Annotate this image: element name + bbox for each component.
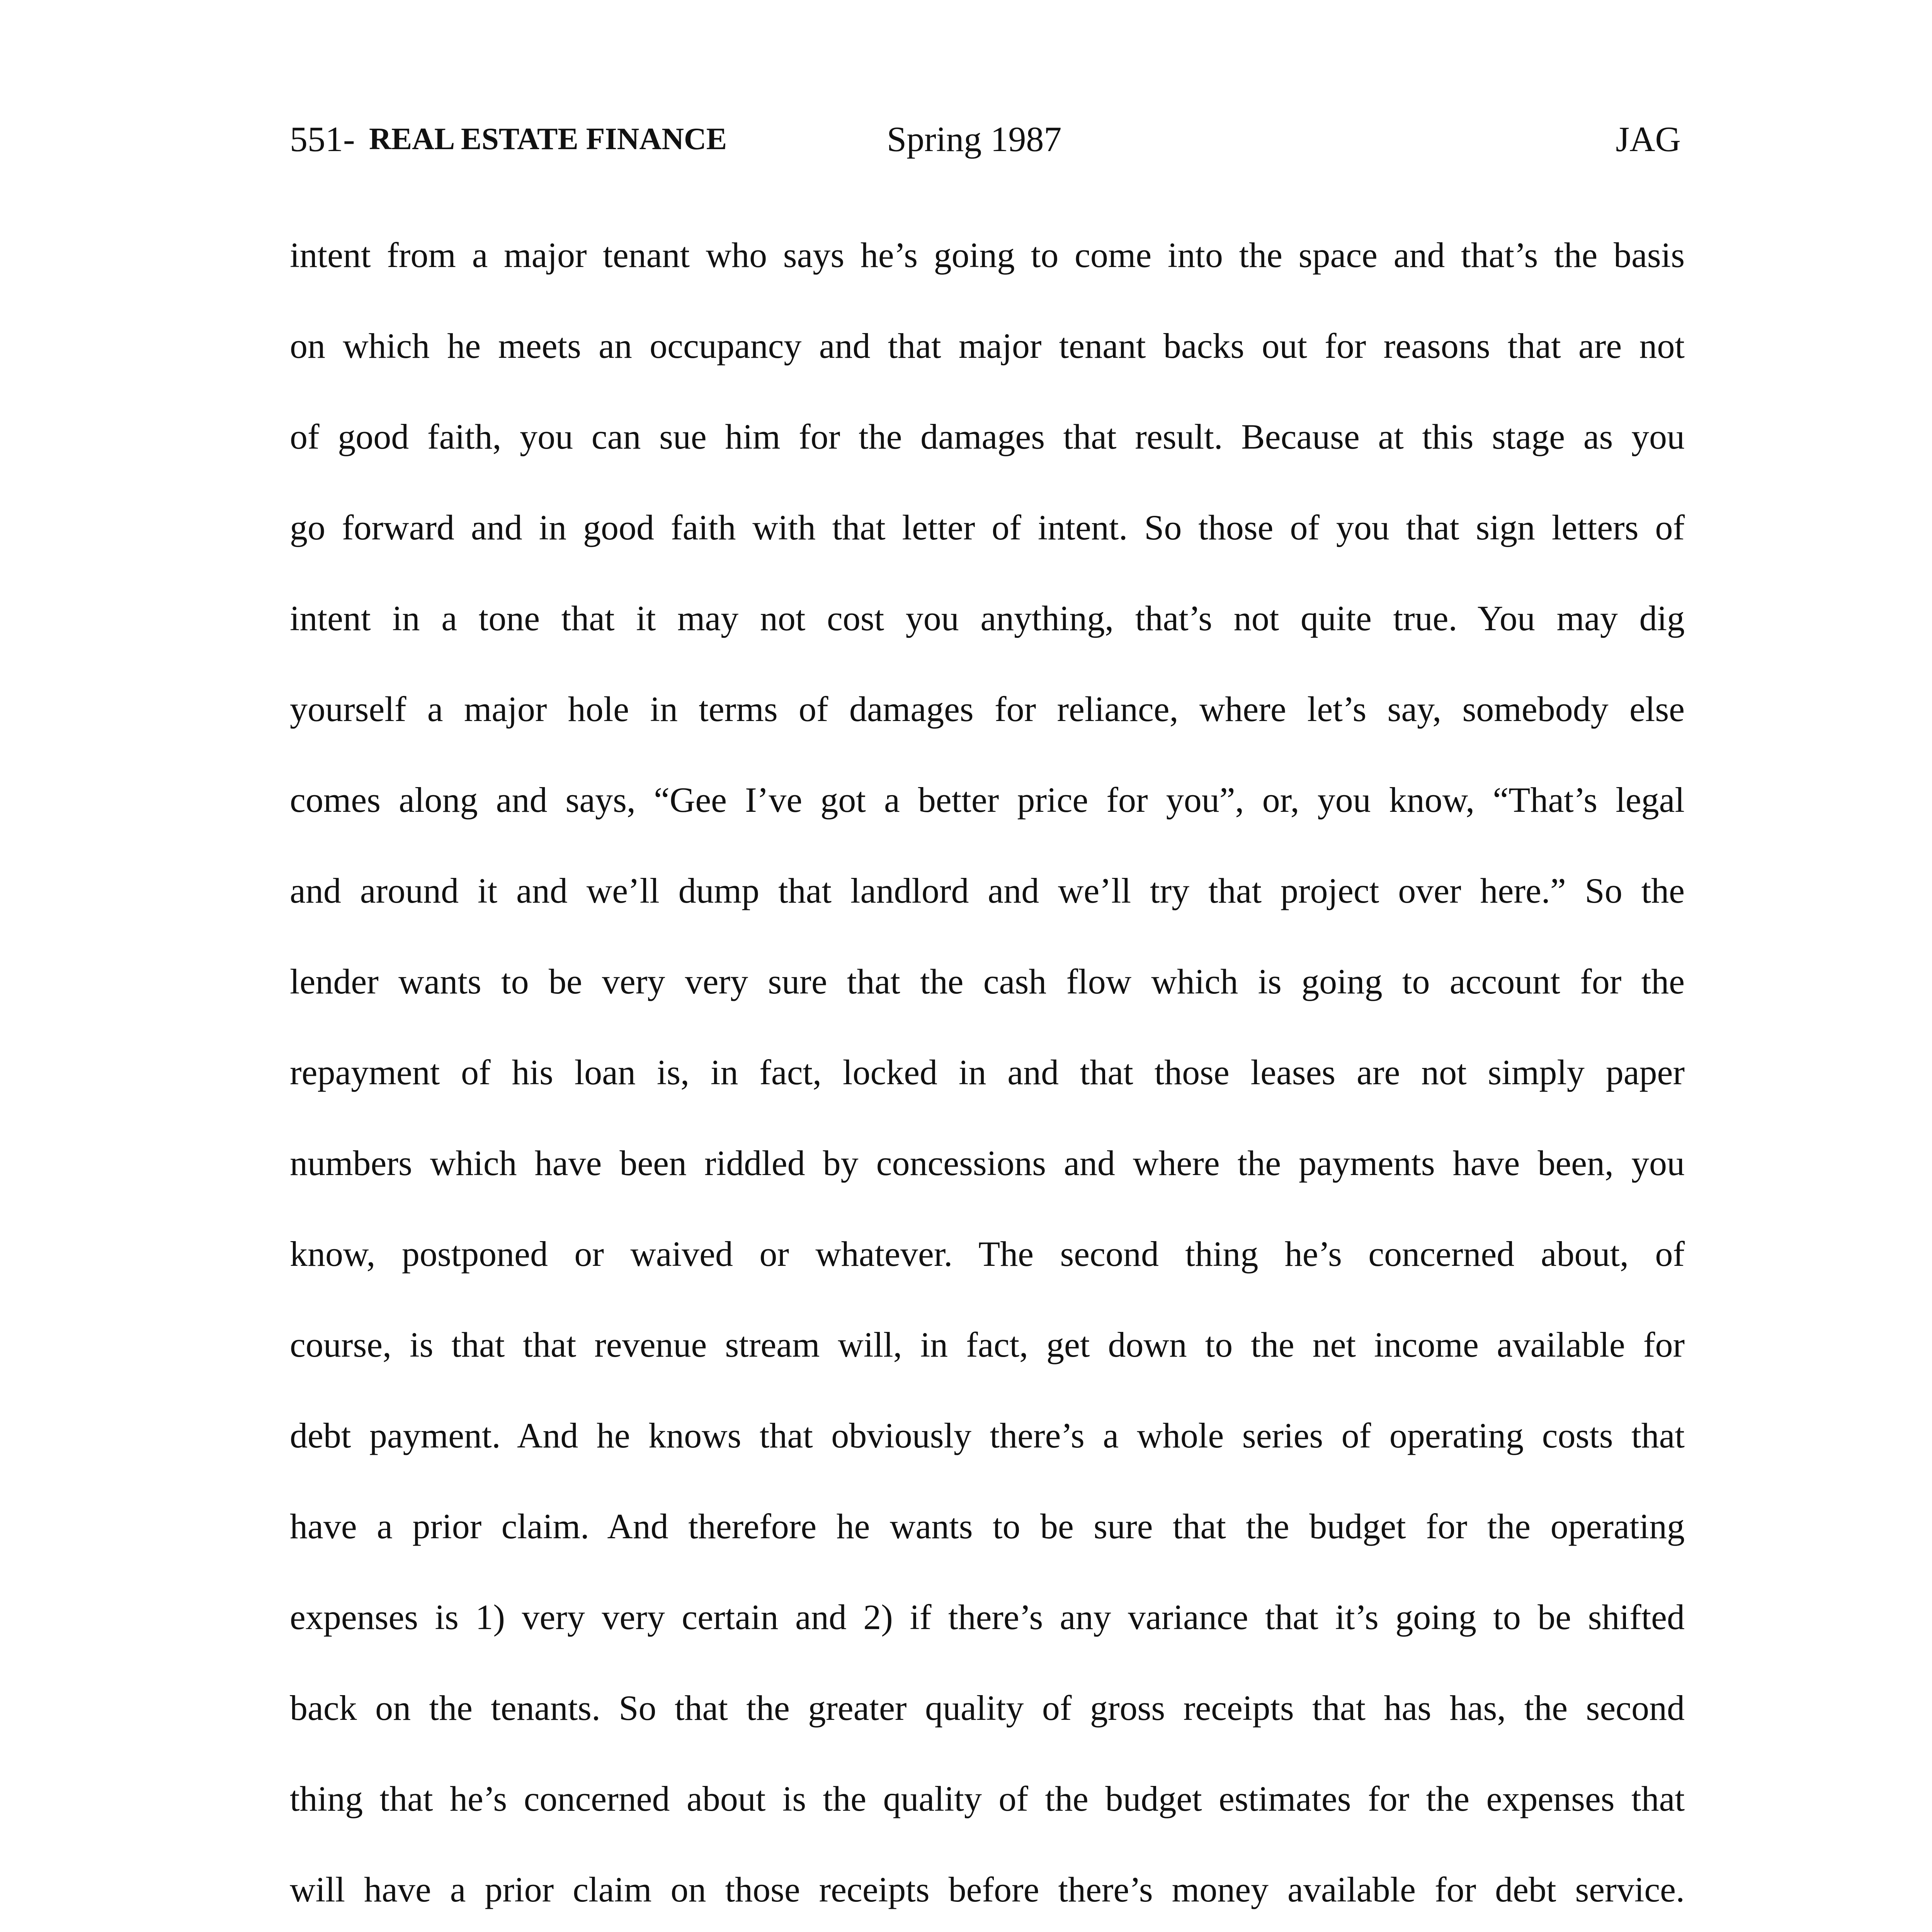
text-line: on which he meets an occupancy and that major tenant backs out for reasons that are not (290, 326, 1685, 366)
text-line: know, postponed or waived or whatever. The second thing he’s concerned about, of (290, 1234, 1685, 1274)
text-line: intent in a tone that it may not cost you anything, that’s not quite true. You may dig (290, 599, 1685, 638)
text-line: repayment of his loan is, in fact, locked in and that those leases are not simply paper (290, 1053, 1685, 1092)
text-line: and around it and we’ll dump that landlord and we’ll try that project over here.” So the (290, 871, 1685, 910)
text-line: go forward and in good faith with that letter of intent. So those of you that sign letters of (290, 508, 1685, 547)
text-line: expenses is 1) very very certain and 2) if there’s any variance that it’s going to be shifted (290, 1597, 1685, 1637)
text-line: yourself a major hole in terms of damages for reliance, where let’s say, somebody else (290, 689, 1685, 729)
text-line: thing that he’s concerned about is the quality of the budget estimates for the expenses that (290, 1779, 1685, 1818)
text-line: lender wants to be very very sure that the cash flow which is going to account for the (290, 962, 1685, 1001)
transcript-body (290, 216, 1685, 1932)
text-line: course, is that that revenue stream will, in fact, get down to the net income available for (290, 1325, 1685, 1364)
page-header (290, 112, 1681, 166)
text-line: will have a prior claim on those receipts before there’s money available for debt service. (290, 1870, 1685, 1909)
text-line: numbers which have been riddled by concessions and where the payments have been, you (290, 1143, 1685, 1183)
course-number: 551- (290, 119, 355, 159)
text-line: debt payment. And he knows that obviously there’s a whole series of operating costs that (290, 1416, 1685, 1455)
course-name: REAL ESTATE FINANCE (369, 122, 727, 156)
text-line: of good faith, you can sue him for the damages that result. Because at this stage as you (290, 417, 1685, 456)
text-line: intent from a major tenant who says he’s going to come into the space and that’s the basis (290, 235, 1685, 275)
text-line: back on the tenants. So that the greater quality of gross receipts that has has, the second (290, 1688, 1685, 1728)
text-line: comes along and says, “Gee I’ve got a better price for you”, or, you know, “That’s legal (290, 780, 1685, 820)
author-initials: JAG (1616, 119, 1681, 159)
text-line: have a prior claim. And therefore he wants to be sure that the budget for the operating (290, 1507, 1685, 1546)
term: Spring 1987 (887, 119, 1062, 159)
